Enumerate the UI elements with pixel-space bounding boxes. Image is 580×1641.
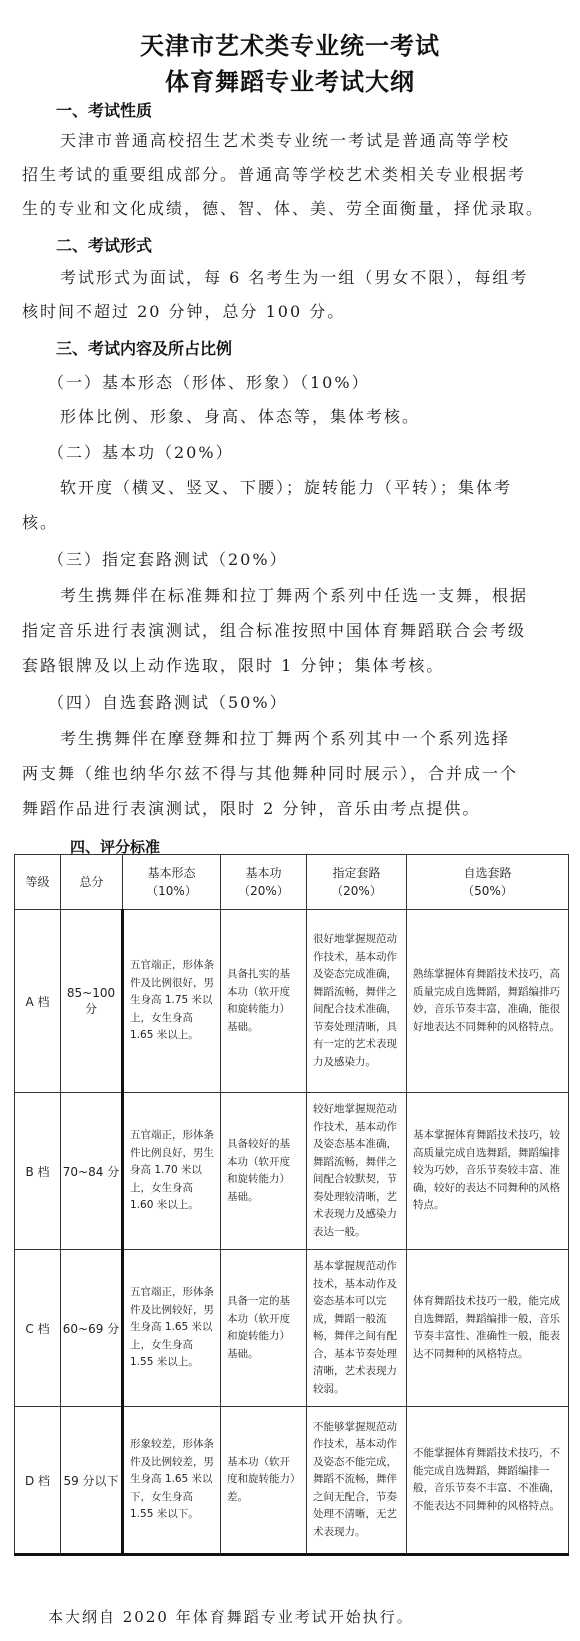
subsection4-line3: 舞蹈作品进行表演测试，限时 2 分钟，音乐由考点提供。 [22,799,481,818]
grade-cell: D 档 [15,1407,61,1555]
section2-line2: 核时间不超过 20 分钟，总分 100 分。 [22,302,346,321]
section2-line1: 考试形式为面试，每 6 名考生为一组（男女不限），每组考 [60,268,529,287]
free-cell: 体育舞蹈技术技巧一般，能完成自选舞蹈，舞蹈编排一般，音乐节奏丰富性、准确性一般，能表达不同舞种的风格特点。 [407,1250,569,1407]
section1-line3: 生的专业和文化成绩，德、智、体、美、劳全面衡量，择优录取。 [22,199,545,218]
subsection4-line2: 两支舞（维也纳华尔兹不得与其他舞种同时展示），合并成一个 [22,764,519,783]
subsection2-line1: 软开度（横叉、竖叉、下腰）；旋转能力（平转）；集体考 [60,478,513,497]
score-cell: 70~84 分 [61,1093,123,1250]
table-row [15,1250,569,1407]
free-cell: 不能掌握体育舞蹈技术技巧，不能完成自选舞蹈，舞蹈编排一般，音乐节奏不丰富、不准确，不能表达不同舞种的风格特点。 [407,1407,569,1555]
form-cell: 五官端正，形体条件比例良好，男生身高 1.70 米以上，女生身高 1.60 米以上。 [123,1093,221,1250]
header-form-label: 基本形态 [147,866,196,880]
header-routine-label: 指定套路 [332,866,381,880]
footer-note: 本大纲自 2020 年体育舞蹈专业考试开始执行。 [48,1608,414,1626]
header-free-pct: （50%） [462,884,513,898]
form-cell: 五官端正，形体条件及比例较好，男生身高 1.65 米以上，女生身高 1.55 米以上。 [123,1250,221,1407]
subsection2-heading: （二）基本功（20%） [48,443,234,462]
basic-cell: 具备一定的基本功（软开度和旋转能力）基础。 [221,1250,307,1407]
grade-cell: B 档 [15,1093,61,1250]
routine-cell: 基本掌握规范动作技术，基本动作及姿态基本可以完成，舞蹈一般流畅，舞伴之间有配合，基本节奏处理清晰，艺术表现力较弱。 [307,1250,407,1407]
subsection4-line1: 考生携舞伴在摩登舞和拉丁舞两个系列其中一个系列选择 [60,729,511,748]
header-grade: 等级 [15,855,61,910]
header-routine-pct: （20%） [331,884,382,898]
subsection1-text: 形体比例、形象、身高、体态等，集体考核。 [60,407,421,426]
document-title-line2: 体育舞蹈专业考试大纲 [165,68,415,96]
subsection4-heading: （四）自选套路测试（50%） [48,693,288,712]
header-basic [221,855,307,910]
subsection1-heading: （一）基本形态（形体、形象）（10%） [48,373,370,392]
score-cell: 60~69 分 [61,1250,123,1407]
basic-cell: 具备扎实的基本功（软开度和旋转能力）基础。 [221,910,307,1093]
subsection3-heading: （三）指定套路测试（20%） [48,550,288,569]
table-header-row [15,855,569,910]
form-cell: 五官端正，形体条件及比例很好，男生身高 1.75 米以上，女生身高 1.65 米以上。 [123,910,221,1093]
subsection3-line3: 套路银牌及以上动作选取，限时 1 分钟；集体考核。 [22,656,445,675]
basic-cell: 具备较好的基本功（软开度和旋转能力）基础。 [221,1093,307,1250]
subsection3-line2: 指定音乐进行表演测试，组合标准按照中国体育舞蹈联合会考级 [22,621,527,640]
subsection3-line1: 考生携舞伴在标准舞和拉丁舞两个系列中任选一支舞，根据 [60,586,529,605]
score-cell: 59 分以下 [61,1407,123,1555]
table-row [15,1407,569,1555]
score-cell: 85~100 分 [61,910,123,1093]
subsection2-line2: 核。 [22,513,59,532]
scoring-table [14,854,569,1556]
header-free [407,855,569,910]
routine-cell: 较好地掌握规范动作技术，基本动作及姿态基本准确，舞蹈流畅，舞伴之间配合较默契，节奏处理较清晰，艺术表现力及感染力表达一般。 [307,1093,407,1250]
header-form-pct: （10%） [146,884,197,898]
table-row [15,1093,569,1250]
section1-line2: 招生考试的重要组成部分。普通高等学校艺术类相关专业根据考 [22,165,527,184]
grade-cell: A 档 [15,910,61,1093]
header-routine [307,855,407,910]
table-row [15,910,569,1093]
section1-heading: 一、考试性质 [56,101,153,120]
header-basic-label: 基本功 [245,866,282,880]
section1-line1: 天津市普通高校招生艺术类专业统一考试是普通高等学校 [60,131,511,150]
header-basic-pct: （20%） [238,884,289,898]
header-free-label: 自选套路 [463,866,512,880]
document-title-line1: 天津市艺术类专业统一考试 [140,32,440,60]
header-form [123,855,221,910]
section3-heading: 三、考试内容及所占比例 [56,339,233,358]
header-total: 总分 [61,855,123,910]
grade-cell: C 档 [15,1250,61,1407]
free-cell: 基本掌握体育舞蹈技术技巧，较高质量完成自选舞蹈，舞蹈编排较为巧妙，音乐节奏较丰富、准确，较好的表达不同舞种的风格特点。 [407,1093,569,1250]
section4-heading: 四、评分标准 [70,838,161,856]
section2-heading: 二、考试形式 [56,236,153,255]
routine-cell: 不能够掌握规范动作技术，基本动作及姿态不能完成，舞蹈不流畅，舞伴之间无配合，节奏处理不清晰，无艺术表现力。 [307,1407,407,1555]
routine-cell: 很好地掌握规范动作技术，基本动作及姿态完成准确，舞蹈流畅，舞伴之间配合技术准确，节奏处理清晰，具有一定的艺术表现力及感染力。 [307,910,407,1093]
free-cell: 熟练掌握体育舞蹈技术技巧，高质量完成自选舞蹈，舞蹈编排巧妙，音乐节奏丰富，准确，能很好地表达不同舞种的风格特点。 [407,910,569,1093]
basic-cell: 基本功（软开度和旋转能力）差。 [221,1407,307,1555]
form-cell: 形象较差，形体条件及比例较差，男生身高 1.65 米以下，女生身高 1.55 米以下。 [123,1407,221,1555]
